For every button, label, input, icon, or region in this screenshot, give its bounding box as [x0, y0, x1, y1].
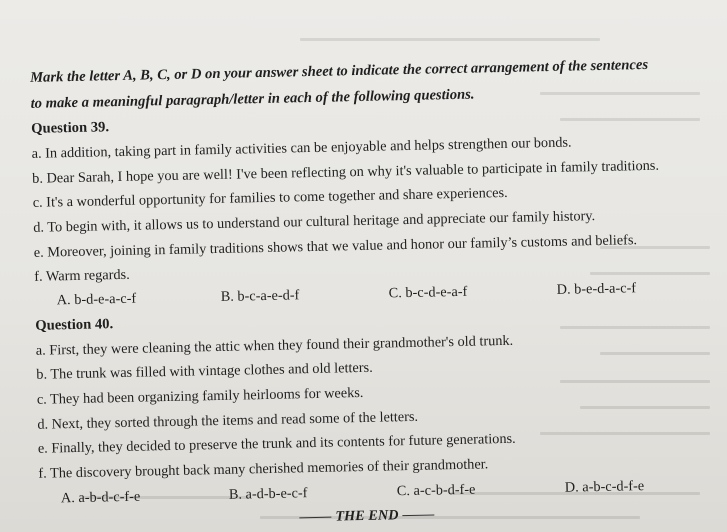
q39-sentence-f: f. Warm regards.	[34, 266, 130, 285]
q40-sentence-c: c. They had been organizing family heirlooms for weeks.	[36, 384, 364, 408]
q39-sentence-b: b. Dear Sarah, I hope you are well! I've been reflecting on why it's valuable to participate in family traditions.	[32, 157, 660, 187]
right-dash-divider	[403, 515, 435, 517]
q39-sentence-a: a. In addition, taking part in family activities can be enjoyable and helps strengthen our bonds.	[31, 134, 572, 162]
q40-sentence-f: f. The discovery brought back many cherished memories of their grandmother.	[38, 456, 489, 482]
q40-option-d: D. a-b-c-d-f-e	[564, 478, 645, 496]
q39-option-b: B. b-c-a-e-d-f	[220, 287, 300, 305]
q39-sentence-c: c. It's a wonderful opportunity for families to come together and share experiences.	[32, 184, 508, 211]
the-end-label: THE END	[335, 507, 399, 525]
q40-option-a: A. a-b-d-c-f-e	[60, 488, 141, 507]
left-dash-divider	[299, 517, 331, 519]
instruction-line-2: to make a meaningful paragraph/letter in each of the following questions.	[30, 86, 475, 112]
instruction-line-1: Mark the letter A, B, C, or D on your answer sheet to indicate the correct arrangement of the sentences	[29, 56, 649, 86]
q40-sentence-a: a. First, they were cleaning the attic when they found their grandmother's old trunk.	[35, 332, 514, 359]
the-end-footer	[295, 506, 438, 526]
question-39-title: Question 39.	[31, 119, 110, 137]
q40-option-c: C. a-c-b-d-f-e	[396, 481, 476, 500]
q39-sentence-e: e. Moreover, joining in family traditions shows that we value and honor our family’s customs and beliefs.	[33, 232, 638, 261]
question-40-title: Question 40.	[35, 316, 114, 334]
q39-sentence-d: d. To begin with, it allows us to understand our cultural heritage and appreciate our family history.	[33, 208, 596, 236]
q39-option-d: D. b-e-d-a-c-f	[556, 280, 637, 298]
q39-option-c: C. b-c-d-e-a-f	[388, 283, 468, 302]
q40-sentence-b: b. The trunk was filled with vintage clothes and old letters.	[36, 359, 373, 383]
q40-sentence-d: d. Next, they sorted through the items and read some of the letters.	[37, 408, 419, 433]
q39-option-a: A. b-d-e-a-c-f	[56, 290, 137, 309]
q40-option-b: B. a-d-b-e-c-f	[228, 485, 308, 503]
q40-sentence-e: e. Finally, they decided to preserve the trunk and its contents for future generations.	[37, 430, 516, 457]
